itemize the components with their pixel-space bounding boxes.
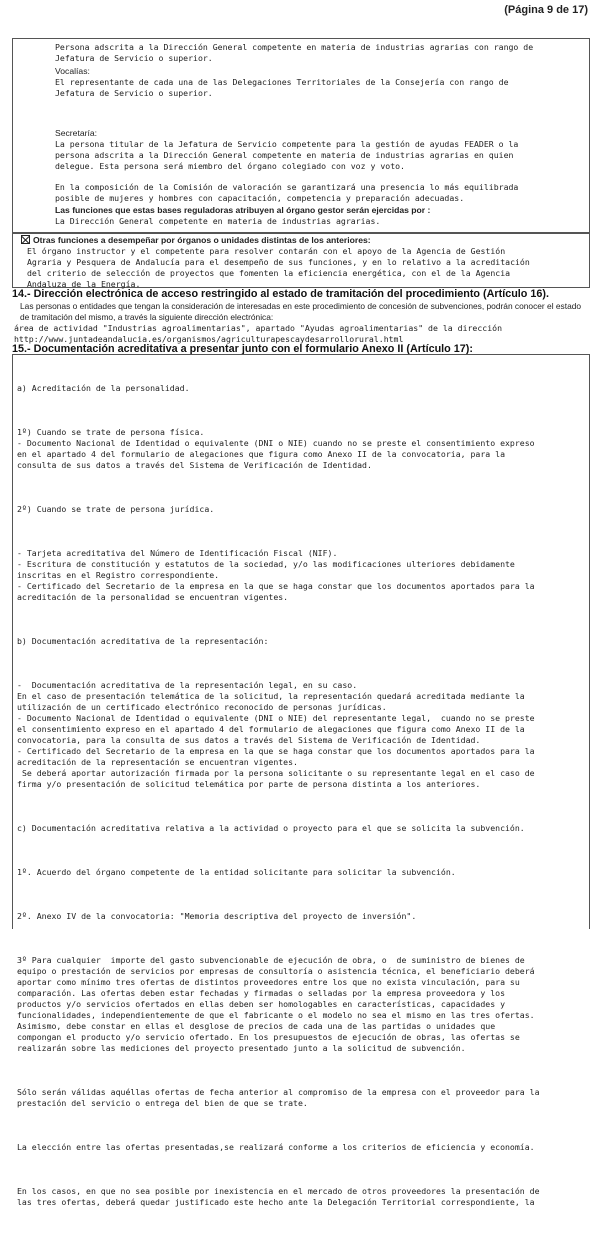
other-functions-box bbox=[12, 233, 590, 288]
doc-block: 2º) Cuando se trate de persona jurídica. bbox=[17, 504, 215, 514]
secretaria-text: La persona titular de la Jefatura de Servicio competente para la gestión de ayudas FEADER o la persona adscrita a la Dirección General competente en materia de industrias agrarias en quien delegue. Esta persona será miembro del órgano colegiado con voz y voto. bbox=[55, 139, 519, 171]
functions-label: Las funciones que estas bases reguladoras atribuyen al órgano gestor serán ejercidas por : bbox=[55, 205, 431, 215]
doc-block: - Documentación acreditativa de la representación legal, en su caso. En el caso de presentación telemática de la solicitud, la representación quedará acreditada mediante la utilización de un certificado electrónico reconocido de personas jurídicas. - Documento Nacional de Identidad o equivalente (DNI o NIE) del representante legal, cuando no se preste el consentimiento expreso en el apartado 4 del formulario de alegaciones que figura como Anexo II de la convocatoria, para la consulta de sus datos a través del Sistema de Verificación de Identidad. - Certificado del Secretario de la empresa en la que se haga constar que los documentos aportados para la acreditación de la representación se encuentran vigentes. Se deberá aportar autorización firmada por la persona solicitante o su representante legal en el caso de firma y/o presentación de solicitud telemática por parte de persona distinta a los anteriores. bbox=[17, 680, 535, 789]
documentation-box bbox=[12, 354, 590, 1207]
doc-block: - Tarjeta acreditativa del Número de Identificación Fiscal (NIF). - Escritura de constitución y estatutos de la sociedad, y/o las modificaciones ulteriores debidamente inscritas en el Registro correspondiente. - Certificado del Secretario de la empresa en la que se haga constar que los documentos aportados para la acreditación de la personalidad se encuentran vigentes. bbox=[17, 548, 535, 602]
section-15-heading: 15.- Documentación acreditativa a presentar junto con el formulario Anexo II (Artículo 17): bbox=[12, 343, 473, 355]
functions-text: La Dirección General competente en materia de industrias agrarias. bbox=[55, 216, 381, 226]
other-functions-title-text: Otras funciones a desempeñar por órganos o unidades distintas de los anteriores: bbox=[33, 235, 371, 245]
secretaria-label: Secretaría: bbox=[55, 128, 98, 138]
section-14-intro: Las personas o entidades que tengan la consideración de interesadas en este procedimiento de concesión de subvenciones, podrán conocer el estado de tramitación del mismo, a través la siguiente dirección electrónica: bbox=[20, 301, 582, 322]
doc-block: c) Documentación acreditativa relativa a la actividad o proyecto para el que se solicita la subvención. bbox=[17, 823, 525, 833]
other-functions-text: El órgano instructor y el competente para resolver contarán con el apoyo de la Agencia de Gestión Agraria y Pesquera de Andalucía para el desempeño de sus funciones, y en lo relativo a la acreditación del criterio de selección de proyectos que fomenten la eficiencia energética, con el de la Agencia Andaluza de la Energía. bbox=[27, 246, 530, 289]
documentation-list bbox=[17, 361, 585, 1241]
vocalias-label: Vocalías: bbox=[55, 66, 90, 76]
doc-block: 1º. Acuerdo del órgano competente de la entidad solicitante para solicitar la subvención. bbox=[17, 867, 456, 877]
other-functions-title bbox=[21, 235, 371, 246]
section-14-text: área de actividad "Industrias agroalimentarias", apartado "Ayudas agroalimentarias" de la dirección http://www.juntadeandalucia.es/organismos/agriculturapescaydesarrollorural.html bbox=[14, 323, 502, 344]
committee-box bbox=[12, 38, 590, 233]
checked-checkbox-icon[interactable] bbox=[21, 235, 30, 244]
page-number: (Página 9 de 17) bbox=[504, 4, 588, 16]
composition-text: En la composición de la Comisión de valoración se garantizará una presencia lo más equilibrada posible de mujeres y hombres con capacitación, competencia y preparación adecuadas. bbox=[55, 182, 519, 203]
vocalias-text: El representante de cada una de las Delegaciones Territoriales de la Consejería con rango de Jefatura de Servicio o superior. bbox=[55, 77, 509, 98]
section-14-heading: 14.- Dirección electrónica de acceso restringido al estado de tramitación del procedimiento (Artículo 16). bbox=[12, 288, 549, 300]
chair-text: Persona adscrita a la Dirección General competente en materia de industrias agrarias con rango de Jefatura de Servicio o superior. bbox=[55, 42, 534, 63]
doc-block: 2º. Anexo IV de la convocatoria: "Memoria descriptiva del proyecto de inversión". bbox=[17, 911, 417, 921]
doc-block: En los casos, en que no sea posible por inexistencia en el mercado de otros proveedores la presentación de las tres ofertas, deberá quedar justificado este hecho ante la Delegación Territorial correspondiente, la bbox=[17, 1186, 540, 1207]
doc-block: a) Acreditación de la personalidad. bbox=[17, 383, 190, 393]
doc-block: 3º Para cualquier importe del gasto subvencionable de ejecución de obra, o de suministro de bienes de equipo o prestación de servicios por empresas de consultoría o asistencia técnica, el beneficiario deberá aportar como mínimo tres ofertas de distintos proveedores entre los que no exista vinculación, para su comparación. Las ofertas deben estar fechadas y firmadas o selladas por la empresa proveedora y los productos y/o servicios ofertados en ellas deben ser homologables en características, capacidades y funcionalidades, independientemente de que el fabricante o el modelo no sea el mismo en las tres ofertas. Asimismo, debe constar en ellas el desglose de precios de cada una de las partidas o unidades que compongan el producto y/o servicio ofertado. En los presupuestos de ejecución de obras, las ofertas se realizarán sobre las mediciones del proyecto presentado junto a la solicitud de subvención. bbox=[17, 955, 535, 1053]
doc-block: 1º) Cuando se trate de persona física. - Documento Nacional de Identidad o equivalente (DNI o NIE) cuando no se preste el consentimiento expreso en el apartado 4 del formulario de alegaciones que figura como Anexo II de la convocatoria, para la consulta de sus datos a través del Sistema de Verificación de Identidad. bbox=[17, 427, 535, 470]
doc-block: La elección entre las ofertas presentadas,se realizará conforme a los criterios de eficiencia y economía. bbox=[17, 1142, 535, 1152]
doc-block: b) Documentación acreditativa de la representación: bbox=[17, 636, 269, 646]
doc-block: Sólo serán válidas aquéllas ofertas de fecha anterior al compromiso de la empresa con el proveedor para la prestación del servicio o entrega del bien de que se trate. bbox=[17, 1087, 540, 1108]
